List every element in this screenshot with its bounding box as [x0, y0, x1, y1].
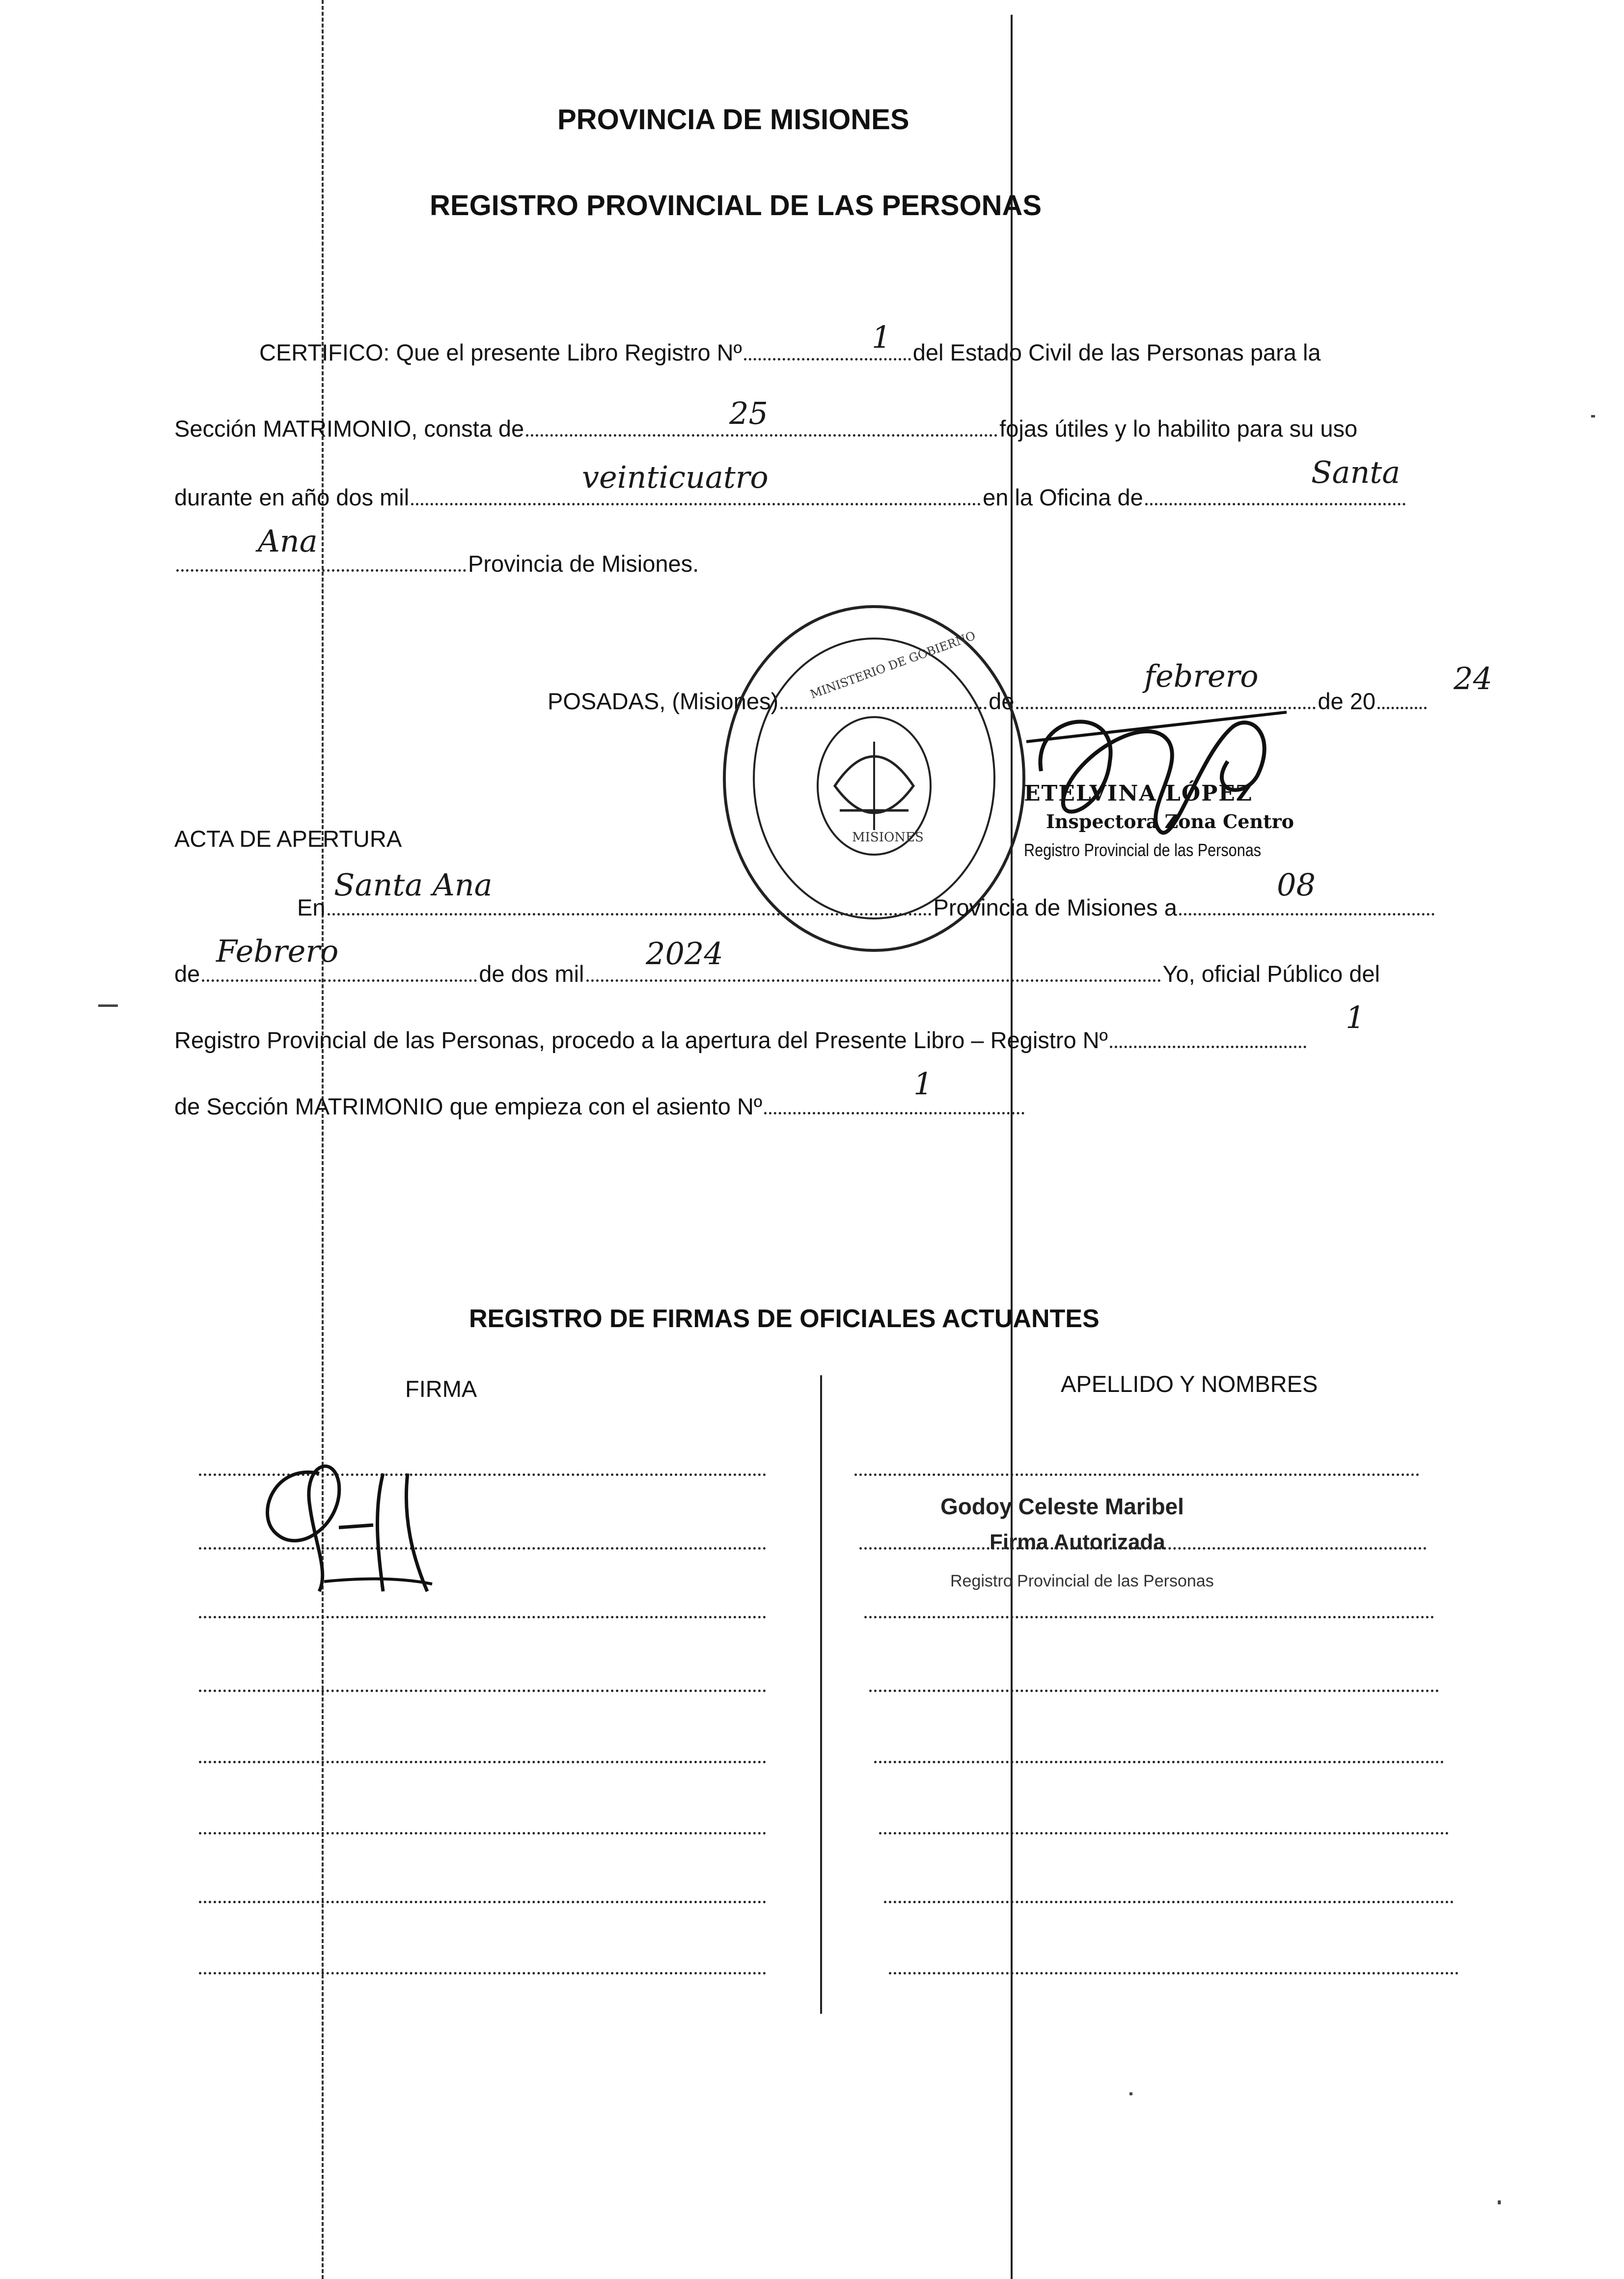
scan-speck — [1129, 2092, 1132, 2095]
nombre-line-8 — [889, 1972, 1459, 1974]
apertura-heading: ACTA DE APERTURA — [174, 826, 402, 852]
seal-bottom-text: MISIONES — [852, 830, 924, 845]
firma-line-3 — [199, 1616, 766, 1618]
inspector-org: Registro Provincial de las Personas — [1024, 840, 1262, 860]
scan-speck — [1591, 415, 1595, 417]
cert-fojas-count: 25 — [729, 395, 768, 431]
apertura-line-2-text: de dos mil — [479, 961, 584, 987]
cert-year-digits: 24 — [1454, 661, 1492, 696]
page-title: PROVINCIA DE MISIONES — [557, 104, 909, 136]
column-header-apellido: APELLIDO Y NOMBRES — [1061, 1371, 1318, 1397]
apertura-entry-number: 1 — [913, 1066, 933, 1102]
nombre-line-7 — [884, 1901, 1454, 1903]
apertura-line-2-text-c: Yo, oficial Público del — [1162, 961, 1380, 987]
apertura-year: 2024 — [646, 936, 723, 972]
nombre-line-1 — [854, 1473, 1419, 1476]
apertura-line-4-text: de Sección MATRIMONIO que empieza con el asiento Nº — [174, 1093, 763, 1119]
apertura-line-1-text: Provincia de Misiones a — [933, 894, 1177, 920]
cert-line-2-text-b: fojas útiles y lo habilito para su uso — [999, 416, 1358, 442]
apertura-line-3 — [174, 1027, 1308, 1054]
apertura-month: Febrero — [216, 933, 339, 969]
cert-line-3-text-a: durante en año dos mil — [174, 484, 410, 510]
firma-line-8 — [199, 1972, 766, 1974]
signatures-heading: REGISTRO DE FIRMAS DE OFICIALES ACTUANTES — [469, 1305, 1100, 1333]
nombre-line-5 — [874, 1761, 1444, 1763]
apertura-line-4 — [174, 1093, 1026, 1120]
apertura-book-number: 1 — [1346, 1000, 1365, 1035]
officer-org-stamp: Registro Provincial de las Personas — [950, 1572, 1214, 1590]
scan-speck — [1498, 2200, 1501, 2204]
nombre-line-6 — [879, 1832, 1449, 1834]
official-signature — [246, 1444, 481, 1606]
cert-line-3 — [174, 484, 1407, 511]
cert-year-written: veinticuatro — [582, 459, 769, 495]
scan-speck — [98, 1004, 118, 1007]
cert-line-4 — [174, 550, 699, 577]
cert-office-name-2: Ana — [258, 523, 318, 559]
officer-role-stamp: Firma Autorizada — [990, 1530, 1165, 1554]
cert-month: febrero — [1144, 658, 1259, 694]
cert-book-number: 1 — [872, 319, 891, 355]
cert-line-1 — [259, 339, 1321, 366]
cert-place-de: de — [989, 688, 1015, 714]
apertura-line-2 — [174, 960, 1380, 987]
nombre-line-3 — [864, 1616, 1434, 1618]
apertura-place: Santa Ana — [334, 867, 493, 903]
cert-office-name-1: Santa — [1311, 454, 1401, 490]
seal-inner-text: MINISTERIO DE GOBIERNO — [808, 628, 978, 702]
firma-line-7 — [199, 1901, 766, 1903]
cert-line-1-text-b: del Estado Civil de las Personas para la — [912, 339, 1321, 365]
officer-name-stamp: Godoy Celeste Maribel — [940, 1494, 1184, 1519]
apertura-line-3-text: Registro Provincial de las Personas, procedo a la apertura del Presente Libro – Registro Nº — [174, 1027, 1108, 1053]
inspector-name: ETELVINA LÓPEZ — [1024, 781, 1253, 806]
firma-line-4 — [199, 1690, 766, 1692]
nombre-line-4 — [869, 1690, 1439, 1692]
column-divider — [820, 1375, 822, 2014]
cert-line-3-text-b: en la Oficina de — [983, 484, 1143, 510]
firma-line-5 — [199, 1761, 766, 1763]
apertura-line-1-en: En — [297, 894, 326, 920]
page-subtitle: REGISTRO PROVINCIAL DE LAS PERSONAS — [430, 190, 1042, 222]
cert-place-text: POSADAS, (Misiones) — [548, 688, 779, 714]
column-header-firma: FIRMA — [405, 1376, 477, 1402]
cert-line-1-text-a: CERTIFICO: Que el presente Libro Registro Nº — [259, 339, 742, 365]
cert-line-2-text-a: Sección MATRIMONIO, consta de — [174, 416, 524, 442]
cert-line-4-text-b: Provincia de Misiones. — [468, 551, 699, 577]
inspector-role: Inspectora Zona Centro — [1046, 810, 1294, 833]
apertura-line-2-de: de — [174, 961, 200, 987]
firma-line-6 — [199, 1832, 766, 1834]
apertura-day: 08 — [1277, 867, 1316, 903]
cert-place-year-prefix: de 20 — [1318, 688, 1376, 714]
inspector-signature — [1021, 683, 1296, 860]
